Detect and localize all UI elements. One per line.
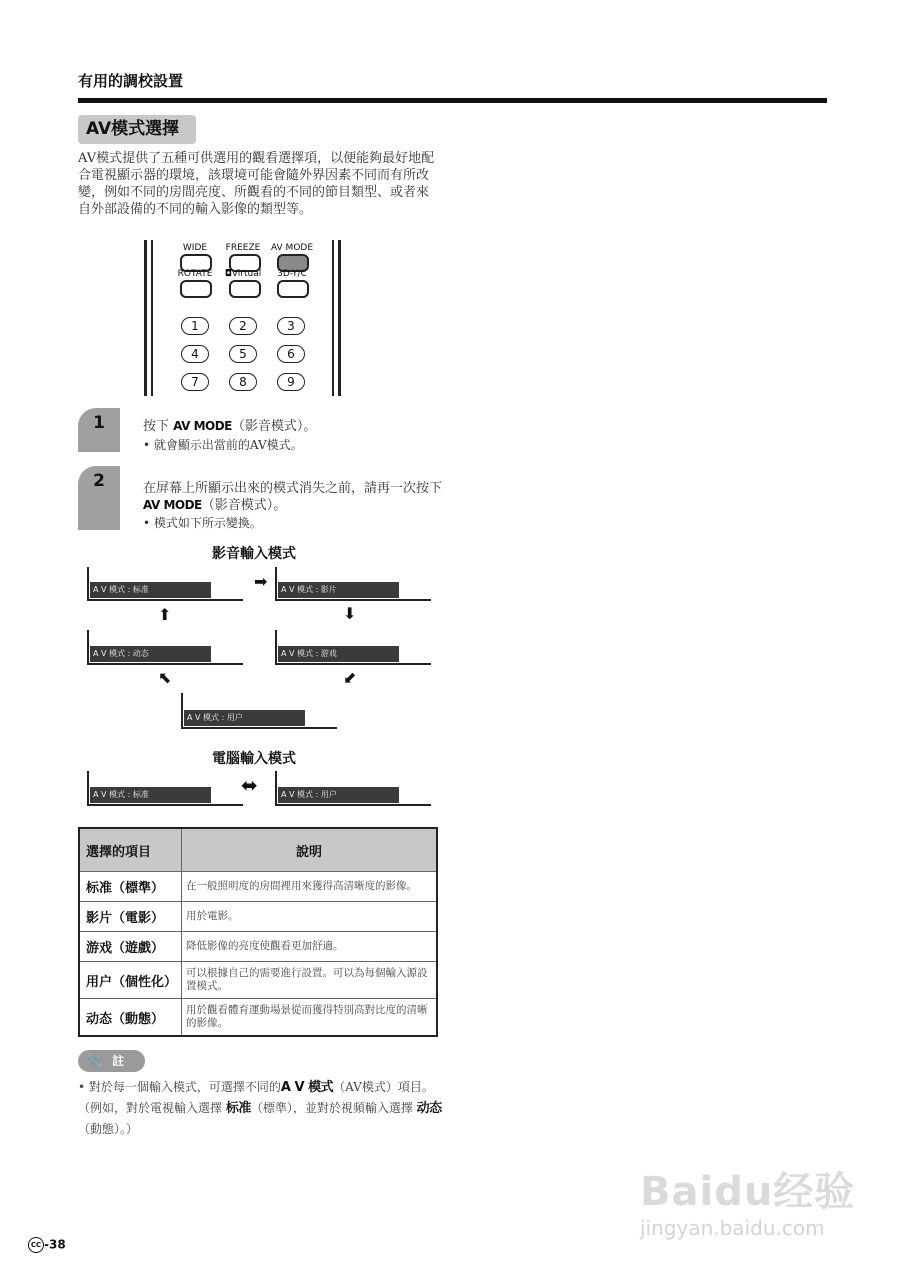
intro-paragraph: AV模式提供了五種可供選用的觀看選擇項，以便能夠最好地配合電視顯示器的環境，該環境可能會隨外界因素不同而有所改變，例如不同的房間亮度、所觀看的不同的節目類型、或者來自外部設備的不同的輸入影像的類型等。 <box>78 151 435 217</box>
watermark-logo: Baidu经验 <box>640 1169 856 1215</box>
step-1-badge: 1 <box>78 408 120 452</box>
arrow-up-left-icon: ⬉ <box>158 668 172 687</box>
step-2-bullet: • 模式如下所示變換。 <box>143 516 262 530</box>
arrow-down-left-icon: ⬋ <box>343 668 357 687</box>
table-cell-desc: 用於觀看體育運動場景從而獲得特別高對比度的清晰的影像。 <box>182 999 438 1037</box>
virtual-button[interactable] <box>229 280 261 298</box>
arrow-right-icon: ➡ <box>254 572 268 591</box>
table-cell-item: 标准（標準） <box>79 872 182 902</box>
remote-edge <box>338 240 341 396</box>
table-cell-item: 动态（動態） <box>79 999 182 1037</box>
num-1-button[interactable]: 1 <box>181 317 209 335</box>
num-4-button[interactable]: 4 <box>181 345 209 363</box>
num-2-button[interactable]: 2 <box>229 317 257 335</box>
3d-yc-button[interactable] <box>277 280 309 298</box>
num-3-button[interactable]: 3 <box>277 317 305 335</box>
table-header-row <box>79 828 437 872</box>
rotate-label: ROTATE <box>177 269 213 279</box>
num-8-button[interactable]: 8 <box>229 373 257 391</box>
table-cell-desc: 可以根據自己的需要進行設置。可以為每個輸入源設置模式。 <box>182 962 438 999</box>
pc-input-mode-title: 電腦輸入模式 <box>212 751 296 767</box>
wide-label: WIDE <box>182 243 208 253</box>
table-row <box>79 999 437 1037</box>
num-6-button[interactable]: 6 <box>277 345 305 363</box>
remote-illustration <box>140 240 346 396</box>
osd-bar: A V 模式 : 用户 <box>184 710 305 726</box>
table-cell-desc: 在一般照明度的房間裡用來獲得高清晰度的影像。 <box>182 872 438 902</box>
num-7-button[interactable]: 7 <box>181 373 209 391</box>
mode-table <box>78 827 438 1037</box>
arrow-up-icon: ⬆ <box>158 605 172 624</box>
table-cell-item: 影片（電影） <box>79 902 182 932</box>
note-text: • 對於每一個輸入模式，可選擇不同的A V 模式（AV模式）項目。（例如，對於電視輸入選擇 标准（標準），並對於視頻輸入選擇 动态（動態）。） <box>78 1080 442 1136</box>
paperclip-icon: 📎 <box>87 1054 102 1068</box>
remote-edge <box>144 240 147 396</box>
table-row <box>79 962 437 999</box>
virtual-label: ◘Virtual <box>224 269 262 279</box>
num-5-button[interactable]: 5 <box>229 345 257 363</box>
header-rule <box>78 98 827 103</box>
av-input-mode-title: 影音輸入模式 <box>212 546 296 562</box>
rotate-button[interactable] <box>180 280 212 298</box>
step-1-bullet: • 就會顯示出當前的AV模式。 <box>143 438 303 452</box>
table-header: 說明 <box>182 828 438 872</box>
remote-edge <box>332 240 334 396</box>
step-2-badge: 2 <box>78 466 120 530</box>
table-row <box>79 872 437 902</box>
table-row <box>79 902 437 932</box>
page-title: AV模式選擇 <box>78 115 196 144</box>
step-1-text: 按下 AV MODE（影音模式）。 <box>143 419 317 434</box>
section-header: 有用的調校設置 <box>78 72 184 90</box>
table-cell-desc: 降低影像的亮度使觀看更加舒適。 <box>182 932 438 962</box>
osd-bar: A V 模式 : 游戏 <box>278 646 399 662</box>
table-cell-item: 游戏（遊戲） <box>79 932 182 962</box>
chinese-language-icon: CC <box>28 1237 44 1253</box>
table-header: 選擇的項目 <box>79 828 182 872</box>
table-row <box>79 932 437 962</box>
note-label: 註 <box>112 1054 125 1068</box>
osd-bar: A V 模式 : 用户 <box>278 787 399 803</box>
note-badge <box>78 1050 145 1072</box>
watermark-url: jingyan.baidu.com <box>640 1216 825 1240</box>
remote-edge <box>151 240 153 396</box>
dolby-icon: ◘ <box>224 269 232 279</box>
freeze-label: FREEZE <box>225 243 261 253</box>
osd-bar: A V 模式 : 动态 <box>90 646 211 662</box>
step-2-text: 在屏幕上所顯示出來的模式消失之前，請再一次按下 AV MODE（影音模式）。 <box>143 481 443 513</box>
page-number: CC -38 <box>28 1237 66 1253</box>
arrow-down-icon: ⬇ <box>343 604 357 623</box>
3d-yc-label: 3D-Y/C <box>277 269 307 279</box>
osd-bar: A V 模式 : 标准 <box>90 582 211 598</box>
table-cell-desc: 用於電影。 <box>182 902 438 932</box>
osd-bar: A V 模式 : 影片 <box>278 582 399 598</box>
table-cell-item: 用户（個性化） <box>79 962 182 999</box>
osd-bar: A V 模式 : 标准 <box>90 787 211 803</box>
av-mode-label: AV MODE <box>270 243 314 253</box>
arrow-both-icon: ⬌ <box>241 773 258 797</box>
num-9-button[interactable]: 9 <box>277 373 305 391</box>
